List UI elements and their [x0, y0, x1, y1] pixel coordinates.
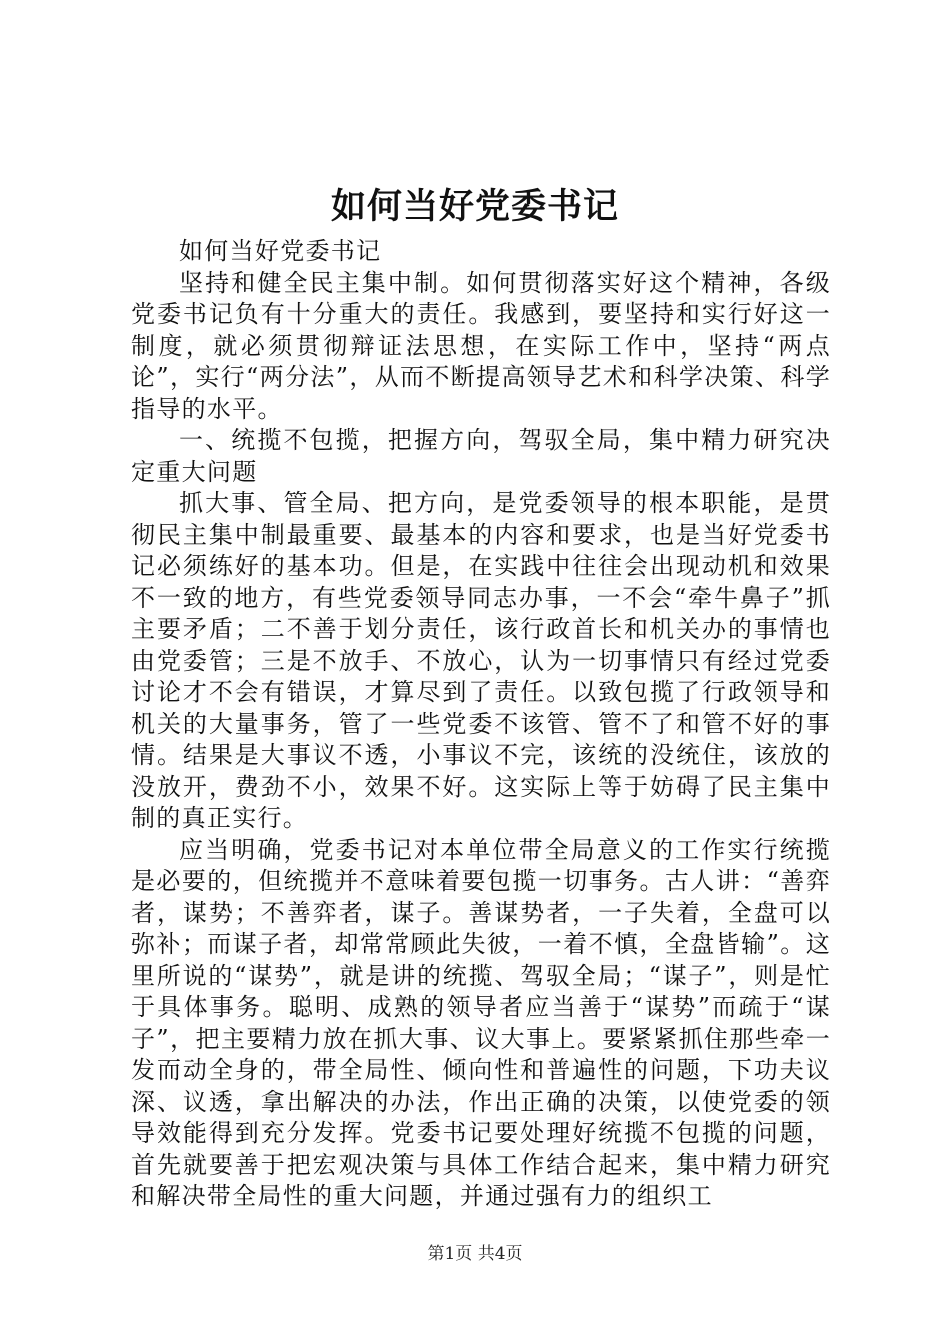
paragraph-subtitle: 如何当好党委书记 [179, 237, 382, 265]
document-title: 如何当好党委书记 [330, 186, 619, 227]
paragraph-intro: 坚持和健全民主集中制。如何贯彻落实好这个精神，各级党委书记负有十分重大的责任。我感到，要坚持和实行好这一制度，就必须贯彻辩证法思想，在实际工作中，坚持“两点论”，实行“两分法”，从而不断提高领导艺术和科学决策、科学指导的水平。 [131, 268, 831, 423]
paragraph-body-2: 应当明确，党委书记对本单位带全局意义的工作实行统揽是必要的，但统揽并不意味着要包揽一切事务。古人讲：“善弈者，谋势；不善弈者，谋子。善谋势者，一子失着，全盘可以弥补；而谋子者，却常常顾此失彼，一着不慎，全盘皆输”。这里所说的“谋势”，就是讲的统揽、驾驭全局；“谋子”，则是忙于具体事务。聪明、成熟的领导者应当善于“谋势”而疏于“谋子”，把主要精力放在抓大事、议大事上。要紧紧抓住那些牵一发而动全身的，带全局性、倾向性和普遍性的问题，下功夫议深、议透，拿出解决的办法，作出正确的决策，以使党委的领导效能得到充分发挥。党委书记要处理好统揽不包揽的问题，首先就要善于把宏观决策与具体工作结合起来，集中精力研究和解决带全局性的重大问题，并通过强有力的组织工 [131, 835, 831, 1210]
section-heading-1: 一、统揽不包揽，把握方向，驾驭全局，集中精力研究决定重大问题 [131, 426, 831, 486]
page-number-footer: 第1页 共4页 [427, 1244, 523, 1264]
document-body [131, 236, 831, 1213]
paragraph-body-1: 抓大事、管全局、把方向，是党委领导的根本职能，是贯彻民主集中制最重要、最基本的内容和要求，也是当好党委书记必须练好的基本功。但是，在实践中往往会出现动机和效果不一致的地方，有些党委领导同志办事，一不会“牵牛鼻子”抓主要矛盾；二不善于划分责任，该行政首长和机关办的事情也由党委管；三是不放手、不放心，认为一切事情只有经过党委讨论才不会有错误，才算尽到了责任。以致包揽了行政领导和机关的大量事务，管了一些党委不该管、管不了和管不好的事情。结果是大事议不透，小事议不完，该统的没统住，该放的没放开，费劲不小，效果不好。这实际上等于妨碍了民主集中制的真正实行。 [131, 489, 831, 832]
